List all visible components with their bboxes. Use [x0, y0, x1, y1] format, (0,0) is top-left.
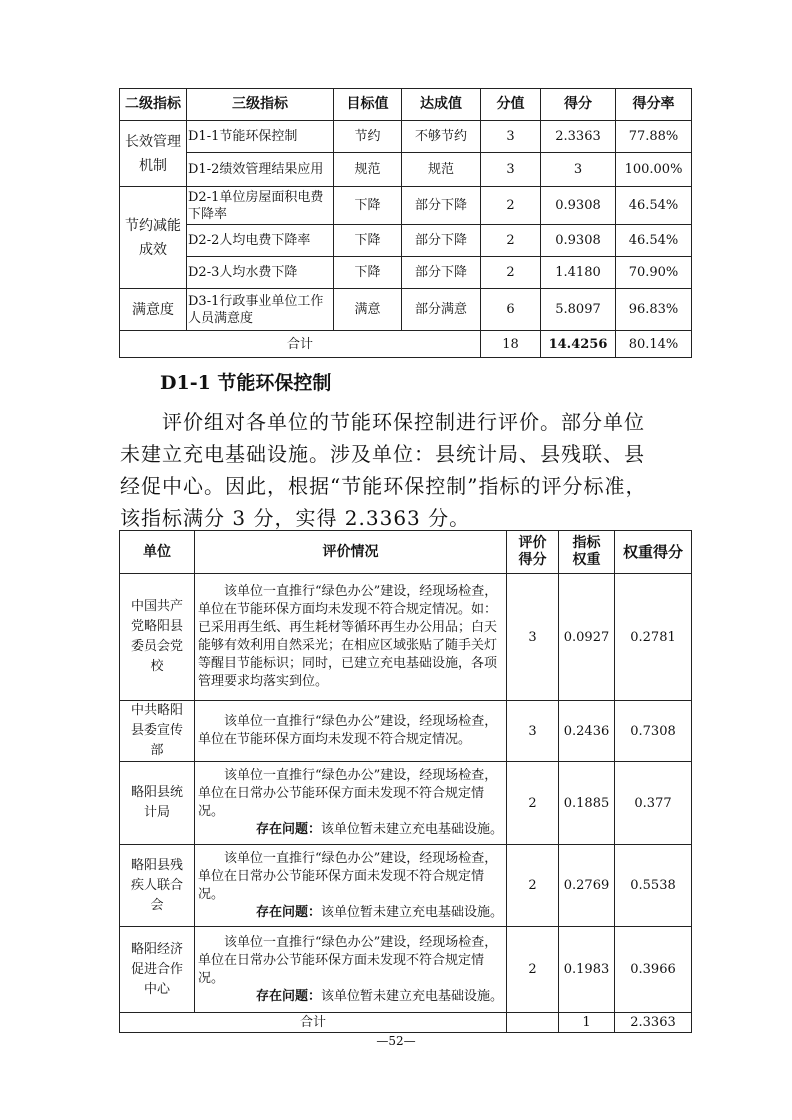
evaluation-text: 该单位一直推行“绿色办公”建设，经现场检查，单位在日常办公节能环保方面未发现不符合规定情况。 [198, 850, 498, 902]
table-header-row [120, 531, 692, 574]
header-cell: 得分 [541, 89, 616, 121]
score-cell: 3 [507, 701, 559, 762]
issue-label: 存在问题： [255, 988, 321, 1004]
paragraph-line: 未建立充电基础设施。涉及单位：县统计局、县残联、县 [120, 442, 645, 466]
evaluation-cell [195, 845, 507, 927]
target-cell: 满意 [334, 289, 402, 331]
table-total-row [120, 1013, 692, 1033]
section-paragraph [120, 406, 692, 534]
rate-cell: 46.54% [616, 225, 692, 257]
issue-note [198, 988, 503, 1006]
score-cell: 2 [507, 845, 559, 927]
total-label: 合计 [120, 331, 481, 358]
score-cell: 2 [481, 257, 541, 289]
weight-cell: 0.0927 [559, 574, 615, 701]
header-cell: 指标权重 [559, 531, 615, 574]
indicator-cell: D1-1节能环保控制 [187, 121, 334, 153]
actual-cell: 不够节约 [402, 121, 481, 153]
section-heading: D1-1 节能环保控制 [160, 372, 332, 394]
actual-cell: 部分满意 [402, 289, 481, 331]
indicator-score-table [119, 88, 692, 358]
issue-label: 存在问题： [255, 904, 321, 920]
table-row [120, 257, 692, 289]
weight-cell: 0.1885 [559, 762, 615, 845]
indicator-cell: D2-2人均电费下降率 [187, 225, 334, 257]
issue-text: 该单位暂未建立充电基础设施。 [320, 988, 503, 1004]
score-cell: 3 [481, 153, 541, 187]
indicator-cell: D2-3人均水费下降 [187, 257, 334, 289]
weighted-score-cell: 0.3966 [615, 927, 692, 1013]
actual-cell: 部分下降 [402, 187, 481, 225]
header-cell: 权重得分 [615, 531, 692, 574]
target-cell: 下降 [334, 257, 402, 289]
group-cell: 节约减能成效 [120, 187, 187, 289]
table-row [120, 121, 692, 153]
table-row [120, 927, 692, 1013]
got-cell: 0.9308 [541, 225, 616, 257]
evaluation-cell [195, 762, 507, 845]
header-cell: 得分率 [616, 89, 692, 121]
target-cell: 下降 [334, 187, 402, 225]
rate-cell: 96.83% [616, 289, 692, 331]
rate-cell: 100.00% [616, 153, 692, 187]
weight-cell: 0.2769 [559, 845, 615, 927]
table-row [120, 225, 692, 257]
issue-note [198, 821, 503, 839]
paragraph-line: 经促中心。因此，根据“节能环保控制”指标的评分标准， [120, 474, 647, 498]
header-cell: 达成值 [402, 89, 481, 121]
score-cell: 2 [507, 762, 559, 845]
indicator-cell: D1-2绩效管理结果应用 [187, 153, 334, 187]
unit-cell: 略阳县残疾人联合会 [120, 845, 195, 927]
table-row [120, 701, 692, 762]
weighted-score-cell: 0.2781 [615, 574, 692, 701]
issue-label: 存在问题： [255, 822, 321, 837]
indicator-cell: D2-1单位房屋面积电费下降率 [187, 187, 334, 225]
total-got: 14.4256 [541, 331, 616, 358]
indicator-cell: D3-1行政事业单位工作人员满意度 [187, 289, 334, 331]
table-row [120, 762, 692, 845]
total-weight: 1 [559, 1013, 615, 1033]
rate-cell: 46.54% [616, 187, 692, 225]
actual-cell: 部分下降 [402, 257, 481, 289]
unit-cell: 略阳县统计局 [120, 762, 195, 845]
unit-evaluation-table [119, 530, 692, 1033]
score-cell: 3 [507, 574, 559, 701]
paragraph-line: 该指标满分 3 分，实得 2.3363 分。 [120, 506, 471, 530]
header-cell: 评价情况 [195, 531, 507, 574]
table-row [120, 289, 692, 331]
paragraph-line: 评价组对各单位的节能环保控制进行评价。部分单位 [120, 410, 645, 434]
weight-cell: 0.1983 [559, 927, 615, 1013]
total-label: 合计 [120, 1013, 507, 1033]
score-cell: 6 [481, 289, 541, 331]
actual-cell: 规范 [402, 153, 481, 187]
weighted-score-cell: 0.5538 [615, 845, 692, 927]
group-cell: 满意度 [120, 289, 187, 331]
table-row [120, 153, 692, 187]
evaluation-text: 该单位一直推行“绿色办公”建设，经现场检查，单位在日常办公节能环保方面未发现不符合规定情况。 [198, 934, 498, 986]
unit-cell: 中共略阳县委宣传部 [120, 701, 195, 762]
evaluation-text: 该单位一直推行“绿色办公”建设，经现场检查，单位在节能环保方面均未发现不符合规定情况。如：已采用再生纸、再生耗材等循环再生办公用品；白天能够有效利用自然采光；在相应区域张贴了随手关灯等醒目节能标识；同时，已建立充电基础设施，各项管理要求均落实到位。 [198, 584, 498, 689]
got-cell: 0.9308 [541, 187, 616, 225]
issue-note [198, 904, 503, 922]
header-cell: 分值 [481, 89, 541, 121]
score-cell: 2 [481, 225, 541, 257]
unit-cell: 略阳经济促进合作中心 [120, 927, 195, 1013]
target-cell: 规范 [334, 153, 402, 187]
page-number: —52— [376, 1034, 416, 1048]
total-wscore: 2.3363 [615, 1013, 692, 1033]
table-row [120, 187, 692, 225]
header-cell: 单位 [120, 531, 195, 574]
weight-cell: 0.2436 [559, 701, 615, 762]
weighted-score-cell: 0.7308 [615, 701, 692, 762]
header-cell: 目标值 [334, 89, 402, 121]
evaluation-cell [195, 701, 507, 762]
table-header-row [120, 89, 692, 121]
score-cell: 3 [481, 121, 541, 153]
table-row [120, 845, 692, 927]
score-cell: 2 [481, 187, 541, 225]
header-cell: 评价得分 [507, 531, 559, 574]
actual-cell: 部分下降 [402, 225, 481, 257]
issue-text: 该单位暂未建立充电基础设施。 [320, 904, 503, 920]
evaluation-text: 该单位一直推行“绿色办公”建设，经现场检查，单位在节能环保方面均未发现不符合规定情况。 [198, 714, 498, 747]
target-cell: 节约 [334, 121, 402, 153]
weighted-score-cell: 0.377 [615, 762, 692, 845]
target-cell: 下降 [334, 225, 402, 257]
total-rate: 80.14% [616, 331, 692, 358]
score-cell: 2 [507, 927, 559, 1013]
table-row [120, 574, 692, 701]
group-cell: 长效管理机制 [120, 121, 187, 187]
evaluation-cell [195, 574, 507, 701]
evaluation-cell [195, 927, 507, 1013]
issue-text: 该单位暂未建立充电基础设施。 [320, 822, 503, 837]
rate-cell: 70.90% [616, 257, 692, 289]
evaluation-text: 该单位一直推行“绿色办公”建设，经现场检查，单位在日常办公节能环保方面未发现不符合规定情况。 [198, 768, 498, 819]
got-cell: 1.4180 [541, 257, 616, 289]
got-cell: 2.3363 [541, 121, 616, 153]
unit-cell: 中国共产党略阳县委员会党校 [120, 574, 195, 701]
table-total-row [120, 331, 692, 358]
got-cell: 3 [541, 153, 616, 187]
total-score [507, 1013, 559, 1033]
rate-cell: 77.88% [616, 121, 692, 153]
got-cell: 5.8097 [541, 289, 616, 331]
total-score: 18 [481, 331, 541, 358]
header-cell: 三级指标 [187, 89, 334, 121]
header-cell: 二级指标 [120, 89, 187, 121]
